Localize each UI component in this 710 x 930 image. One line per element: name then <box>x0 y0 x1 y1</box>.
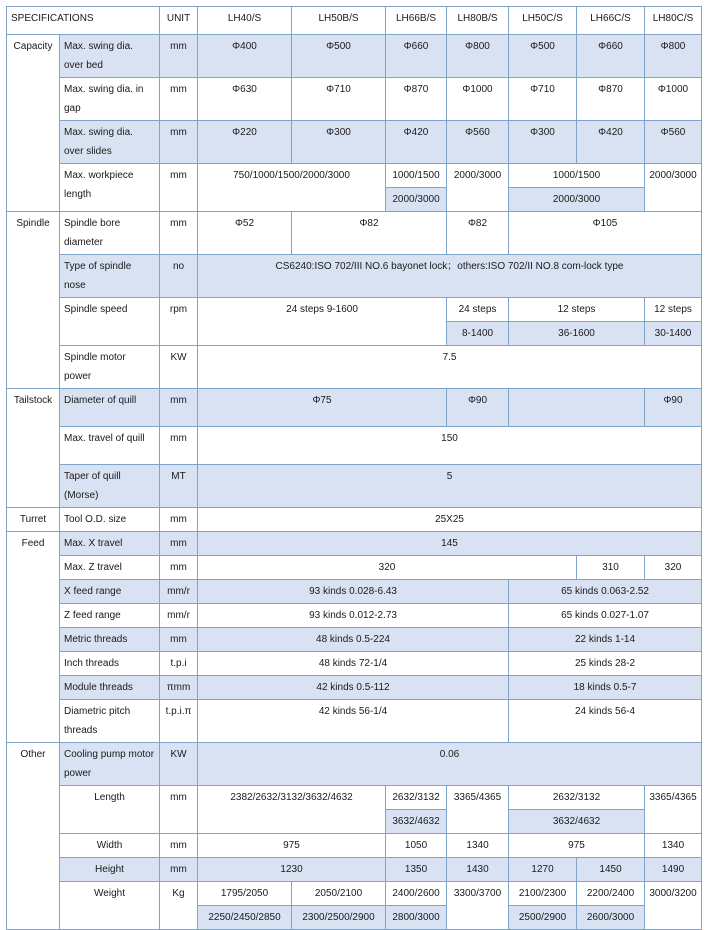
cell-value: 2000/3000 <box>386 188 447 212</box>
row-label: Max. X travel <box>60 532 160 556</box>
header-model: LH80C/S <box>645 7 702 35</box>
cell-value: 1450 <box>577 858 645 882</box>
cell-value: Φ1000 <box>447 78 509 121</box>
row-unit: t.p.i <box>160 652 198 676</box>
table-row <box>7 604 702 628</box>
row-label: Weight <box>60 882 160 930</box>
table-row <box>7 700 702 743</box>
table-row <box>7 834 702 858</box>
table-row <box>7 78 702 121</box>
cell-value: 1340 <box>645 834 702 858</box>
row-label: Inch threads <box>60 652 160 676</box>
cell-value: 320 <box>645 556 702 580</box>
row-unit: KW <box>160 346 198 389</box>
cell-value: 8-1400 <box>447 322 509 346</box>
table-row <box>7 427 702 465</box>
row-label: Spindle bore diameter <box>60 212 160 255</box>
row-unit: mm <box>160 35 198 78</box>
cell-value: 150 <box>198 427 702 465</box>
cell-value: 1350 <box>386 858 447 882</box>
row-unit: KW <box>160 743 198 786</box>
row-label: Diametric pitch threads <box>60 700 160 743</box>
row-unit: mm <box>160 532 198 556</box>
table-row <box>7 556 702 580</box>
row-label: Metric threads <box>60 628 160 652</box>
row-label: Tool O.D. size <box>60 508 160 532</box>
cell-value: 3632/4632 <box>386 810 447 834</box>
cell-value: 2050/2100 <box>292 882 386 906</box>
cell-value: Φ870 <box>577 78 645 121</box>
row-label: Taper of quill (Morse) <box>60 465 160 508</box>
table-row <box>7 298 702 322</box>
row-unit: rpm <box>160 298 198 346</box>
cell-value: Φ300 <box>509 121 577 164</box>
table-row <box>7 628 702 652</box>
cell-value: Φ500 <box>509 35 577 78</box>
table-row <box>7 35 702 78</box>
cell-value: 48 kinds 0.5-224 <box>198 628 509 652</box>
table-row <box>7 255 702 298</box>
table-row <box>7 346 702 389</box>
cell-value: Φ500 <box>292 35 386 78</box>
table-row <box>7 858 702 882</box>
table-row <box>7 882 702 906</box>
header-model: LH50C/S <box>509 7 577 35</box>
cell-value: 1490 <box>645 858 702 882</box>
table-row <box>7 508 702 532</box>
cell-value: 2000/3000 <box>447 164 509 212</box>
cell-value: 2000/3000 <box>645 164 702 212</box>
table-row <box>7 743 702 786</box>
cell-value: Φ560 <box>447 121 509 164</box>
table-row <box>7 389 702 427</box>
row-label: Max. swing dia. over slides <box>60 121 160 164</box>
cell-value: Φ90 <box>645 389 702 427</box>
cell-value: Φ1000 <box>645 78 702 121</box>
cell-value: 30-1400 <box>645 322 702 346</box>
table-row <box>7 465 702 508</box>
table-row <box>7 532 702 556</box>
cell-value: 1050 <box>386 834 447 858</box>
row-label: Max. swing dia. in gap <box>60 78 160 121</box>
cell-value: Φ800 <box>645 35 702 78</box>
cell-value: 3000/3200 <box>645 882 702 930</box>
cell-value: 2200/2400 <box>577 882 645 906</box>
cell-value: 0.06 <box>198 743 702 786</box>
table-row <box>7 580 702 604</box>
cell-value: Φ420 <box>577 121 645 164</box>
table-row <box>7 652 702 676</box>
cell-value: 2632/3132 <box>509 786 645 810</box>
group-other: Other <box>7 743 60 930</box>
cell-value: Φ75 <box>198 389 447 427</box>
row-unit: mm <box>160 427 198 465</box>
cell-value: Φ300 <box>292 121 386 164</box>
row-unit: mm <box>160 786 198 834</box>
table-row <box>7 676 702 700</box>
cell-value: 975 <box>509 834 645 858</box>
row-unit: t.p.i.π <box>160 700 198 743</box>
group-capacity: Capacity <box>7 35 60 212</box>
cell-value: 2000/3000 <box>509 188 645 212</box>
cell-value: Φ660 <box>577 35 645 78</box>
cell-value: 12 steps <box>645 298 702 322</box>
cell-value: 1340 <box>447 834 509 858</box>
table-row <box>7 121 702 164</box>
cell-value <box>509 389 645 427</box>
row-label: Max. travel of quill <box>60 427 160 465</box>
row-unit: mm <box>160 858 198 882</box>
cell-value: Φ105 <box>509 212 702 255</box>
cell-value: 1270 <box>509 858 577 882</box>
cell-value: Φ710 <box>509 78 577 121</box>
cell-value: 65 kinds 0.063-2.52 <box>509 580 702 604</box>
cell-value: 1795/2050 <box>198 882 292 906</box>
row-label: Max. swing dia. over bed <box>60 35 160 78</box>
row-unit: mm <box>160 164 198 212</box>
cell-value: 25 kinds 28-2 <box>509 652 702 676</box>
cell-value: 12 steps <box>509 298 645 322</box>
cell-value: Φ870 <box>386 78 447 121</box>
cell-value: Φ90 <box>447 389 509 427</box>
header-model: LH66B/S <box>386 7 447 35</box>
cell-value: 48 kinds 72-1/4 <box>198 652 509 676</box>
header-model: LH50B/S <box>292 7 386 35</box>
row-unit: mm/r <box>160 580 198 604</box>
cell-value: 2400/2600 <box>386 882 447 906</box>
cell-value: 2800/3000 <box>386 906 447 930</box>
cell-value: 7.5 <box>198 346 702 389</box>
row-label: Spindle motor power <box>60 346 160 389</box>
cell-value: 25X25 <box>198 508 702 532</box>
cell-value: 42 kinds 0.5-112 <box>198 676 509 700</box>
cell-value: 1230 <box>198 858 386 882</box>
group-turret: Turret <box>7 508 60 532</box>
cell-value: 18 kinds 0.5-7 <box>509 676 702 700</box>
cell-value: 975 <box>198 834 386 858</box>
cell-value: Φ52 <box>198 212 292 255</box>
cell-value: CS6240:ISO 702/III NO.6 bayonet lock；others:ISO 702/II NO.8 com-lock type <box>198 255 702 298</box>
row-unit: mm <box>160 78 198 121</box>
row-unit: Kg <box>160 882 198 930</box>
cell-value: Φ800 <box>447 35 509 78</box>
cell-value: 3365/4365 <box>645 786 702 834</box>
cell-value: 24 kinds 56-4 <box>509 700 702 743</box>
cell-value: 93 kinds 0.028-6.43 <box>198 580 509 604</box>
header-unit: UNIT <box>160 7 198 35</box>
cell-value: 750/1000/1500/2000/3000 <box>198 164 386 212</box>
row-label: Type of spindle nose <box>60 255 160 298</box>
row-label: Module threads <box>60 676 160 700</box>
cell-value: 310 <box>577 556 645 580</box>
specifications-table <box>6 6 702 930</box>
header-row <box>7 7 702 35</box>
cell-value: 2300/2500/2900 <box>292 906 386 930</box>
cell-value: 36-1600 <box>509 322 645 346</box>
row-label: Width <box>60 834 160 858</box>
table-row <box>7 212 702 255</box>
cell-value: Φ400 <box>198 35 292 78</box>
cell-value: Φ710 <box>292 78 386 121</box>
row-label: Length <box>60 786 160 834</box>
header-model: LH80B/S <box>447 7 509 35</box>
row-unit: πmm <box>160 676 198 700</box>
row-unit: mm/r <box>160 604 198 628</box>
row-label: Z feed range <box>60 604 160 628</box>
cell-value: Φ220 <box>198 121 292 164</box>
row-unit: no <box>160 255 198 298</box>
row-unit: mm <box>160 121 198 164</box>
cell-value: 22 kinds 1-14 <box>509 628 702 652</box>
table-row <box>7 164 702 188</box>
row-label: Height <box>60 858 160 882</box>
row-label: Spindle speed <box>60 298 160 346</box>
cell-value: 3300/3700 <box>447 882 509 930</box>
group-spindle: Spindle <box>7 212 60 389</box>
cell-value: 3632/4632 <box>509 810 645 834</box>
row-label: X feed range <box>60 580 160 604</box>
row-unit: mm <box>160 389 198 427</box>
row-unit: mm <box>160 212 198 255</box>
cell-value: 1000/1500 <box>386 164 447 188</box>
row-unit: MT <box>160 465 198 508</box>
row-unit: mm <box>160 508 198 532</box>
cell-value: Φ630 <box>198 78 292 121</box>
cell-value: Φ560 <box>645 121 702 164</box>
row-unit: mm <box>160 556 198 580</box>
cell-value: 1430 <box>447 858 509 882</box>
group-feed: Feed <box>7 532 60 743</box>
header-model: LH40/S <box>198 7 292 35</box>
cell-value: 24 steps <box>447 298 509 322</box>
cell-value: Φ660 <box>386 35 447 78</box>
cell-value: Φ82 <box>292 212 447 255</box>
cell-value: 2632/3132 <box>386 786 447 810</box>
cell-value: Φ82 <box>447 212 509 255</box>
row-label: Max. Z travel <box>60 556 160 580</box>
cell-value: 2500/2900 <box>509 906 577 930</box>
cell-value: 320 <box>198 556 577 580</box>
cell-value: 65 kinds 0.027-1.07 <box>509 604 702 628</box>
header-model: LH66C/S <box>577 7 645 35</box>
row-unit: mm <box>160 834 198 858</box>
cell-value: 24 steps 9-1600 <box>198 298 447 346</box>
table-row <box>7 786 702 810</box>
cell-value: 2600/3000 <box>577 906 645 930</box>
row-label: Cooling pump motor power <box>60 743 160 786</box>
group-tailstock: Tailstock <box>7 389 60 508</box>
cell-value: 93 kinds 0.012-2.73 <box>198 604 509 628</box>
row-unit: mm <box>160 628 198 652</box>
cell-value: 3365/4365 <box>447 786 509 834</box>
cell-value: 2382/2632/3132/3632/4632 <box>198 786 386 834</box>
cell-value: 1000/1500 <box>509 164 645 188</box>
cell-value: 2250/2450/2850 <box>198 906 292 930</box>
cell-value: 42 kinds 56-1/4 <box>198 700 509 743</box>
cell-value: 5 <box>198 465 702 508</box>
header-specifications: SPECIFICATIONS <box>7 7 160 35</box>
row-label: Diameter of quill <box>60 389 160 427</box>
cell-value: 2100/2300 <box>509 882 577 906</box>
row-label: Max. workpiece length <box>60 164 160 212</box>
cell-value: Φ420 <box>386 121 447 164</box>
cell-value: 145 <box>198 532 702 556</box>
